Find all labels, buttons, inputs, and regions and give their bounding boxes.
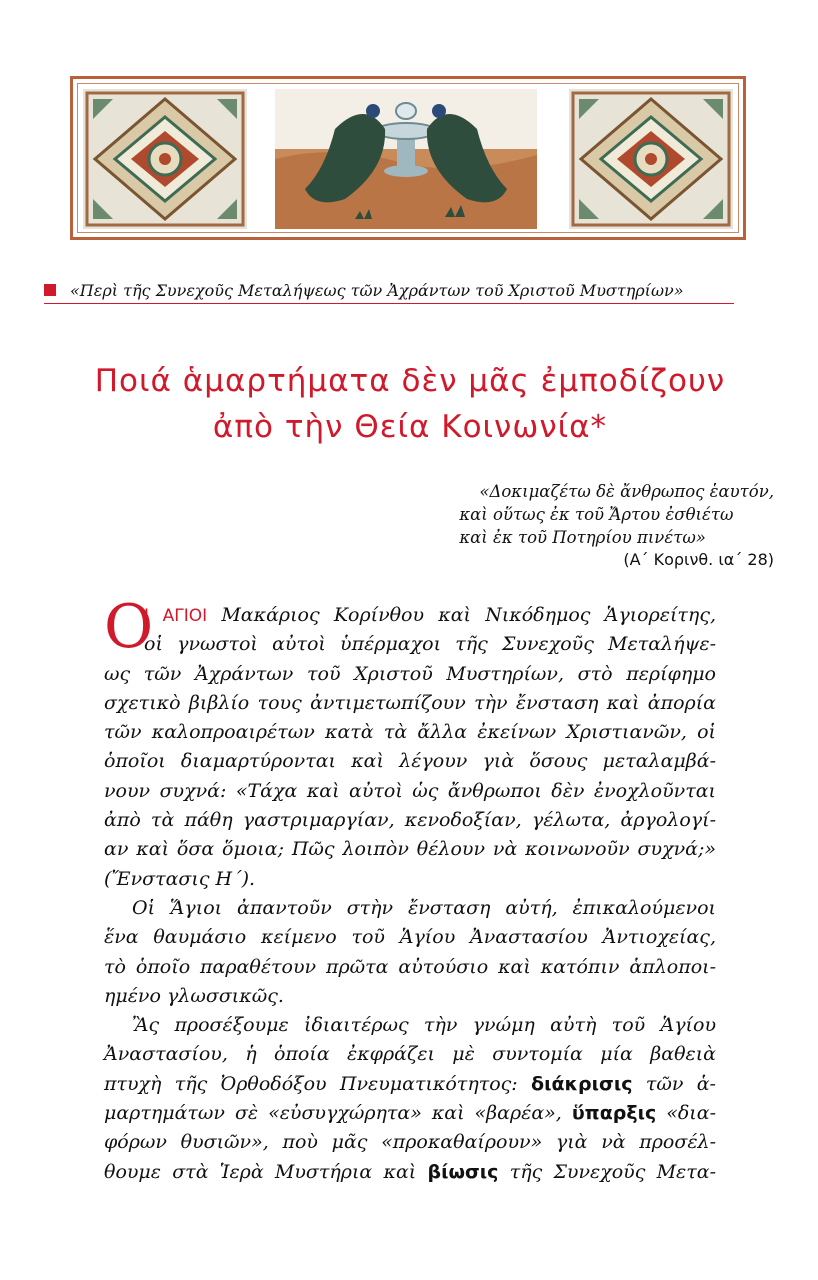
drop-cap: Ο <box>104 592 154 662</box>
mosaic-right-image <box>569 89 733 229</box>
epigraph <box>459 480 774 549</box>
bold-term: βίωσις <box>427 1160 499 1183</box>
body-line: ἕνα θαυμάσιο κείμενο τοῦ Ἁγίου Ἀναστασίου Ἀντιοχείας, <box>104 926 716 949</box>
title-line-2: ἀπὸ τὴν Θεία Κοινωνία* <box>212 409 608 445</box>
body-line: Ἂς προσέξουμε ἰδιαιτέρως τὴν γνώμη αὐτὴ τοῦ Ἁγίου <box>132 1014 716 1037</box>
article-body <box>104 601 716 1187</box>
mosaic-left-image <box>83 89 247 229</box>
lead-words: Ι ΑΓΙΟΙ <box>144 606 208 626</box>
body-line: Ι ΑΓΙΟΙ Μακάριος Κορίνθου καὶ Νικόδημος Ἁγιορείτης, <box>144 604 716 626</box>
article-title <box>40 358 780 450</box>
body-line: (Ἔνστασις Η΄). <box>104 867 256 890</box>
epigraph-reference: (Α΄ Κορινθ. ια΄ 28) <box>623 550 774 569</box>
body-line: Ἀναστασίου, ἡ ὁποία ἐκφράζει μὲ συντομία μία βαθειὰ <box>104 1043 716 1066</box>
bold-term: διάκρισις <box>531 1072 633 1095</box>
decorative-banner <box>70 76 746 240</box>
body-line: φόρων θυσιῶν», ποὺ μᾶς «προκαθαίρουν» γιὰ νὰ προσέλ- <box>104 1131 716 1154</box>
epigraph-line-1: «Δοκιμαζέτω δὲ ἄνθρωπος ἑαυτόν, <box>479 482 774 501</box>
epigraph-line-2: καὶ οὕτως ἐκ τοῦ Ἄρτου ἐσθιέτω <box>459 505 734 524</box>
section-heading: «Περὶ τῆς Συνεχοῦς Μεταλήψεως τῶν Ἀχράντων τοῦ Χριστοῦ Μυστηρίων» <box>70 281 684 300</box>
section-divider <box>44 303 734 304</box>
body-line: τὸ ὁποῖο παραθέτουν πρῶτα αὐτούσιο καὶ κατόπιν ἁπλοποι- <box>104 955 716 978</box>
bold-term: ὕπαρξις <box>571 1102 657 1125</box>
body-line: θουμε στὰ Ἱερὰ Μυστήρια καὶ βίωσις τῆς Συνεχοῦς Μετα- <box>104 1160 716 1183</box>
body-line: ὁποῖοι διαμαρτύρονται καὶ λέγουν γιὰ ὅσους μεταλαμβά- <box>104 750 716 773</box>
body-line: ως τῶν Ἀχράντων τοῦ Χριστοῦ Μυστηρίων, στὸ περίφημο <box>104 662 716 685</box>
peacocks-fountain-image <box>275 89 537 229</box>
body-line: ημένο γλωσσικῶς. <box>104 984 284 1007</box>
body-line: οἱ γνωστοὶ αὐτοὶ ὑπέρμαχοι τῆς Συνεχοῦς Μεταλήψε- <box>144 633 716 656</box>
body-line: σχετικὸ βιβλίο τους ἀντιμετωπίζουν τὴν ἔνσταση καὶ ἀπορία <box>104 691 716 714</box>
body-line: ἀπὸ τὰ πάθη γαστριμαργίαν, κενοδοξίαν, γέλωτα, ἀργολογί- <box>104 809 716 832</box>
body-line: τῶν καλοπροαιρέτων κατὰ τὰ ἄλλα ἐκείνων Χριστιανῶν, οἱ <box>104 721 716 744</box>
body-line: αν καὶ ὅσα ὅμοια; Πῶς λοιπὸν θέλουν νὰ κοινωνοῦν συχνά;» <box>104 838 716 861</box>
red-square-icon <box>44 284 56 296</box>
body-line: νουν συχνά: «Τάχα καὶ αὐτοὶ ὡς ἄνθρωποι δὲν ἐνοχλοῦνται <box>104 779 716 802</box>
body-line: Οἱ Ἅγιοι ἀπαντοῦν στὴν ἔνσταση αὐτή, ἐπικαλούμενοι <box>132 896 716 919</box>
epigraph-line-3: καὶ ἐκ τοῦ Ποτηρίου πινέτω» <box>459 528 706 547</box>
body-line: μαρτημάτων σὲ «εὐσυγχώρητα» καὶ «βαρέα», ὕπαρξις «δια- <box>104 1102 716 1125</box>
section-header <box>44 281 734 305</box>
title-line-1: Ποιά ἁμαρτήματα δὲν μᾶς ἐμποδίζουν <box>94 363 726 399</box>
body-line: πτυχὴ τῆς Ὀρθοδόξου Πνευματικότητος: διάκρισις τῶν ἁ- <box>104 1072 716 1095</box>
